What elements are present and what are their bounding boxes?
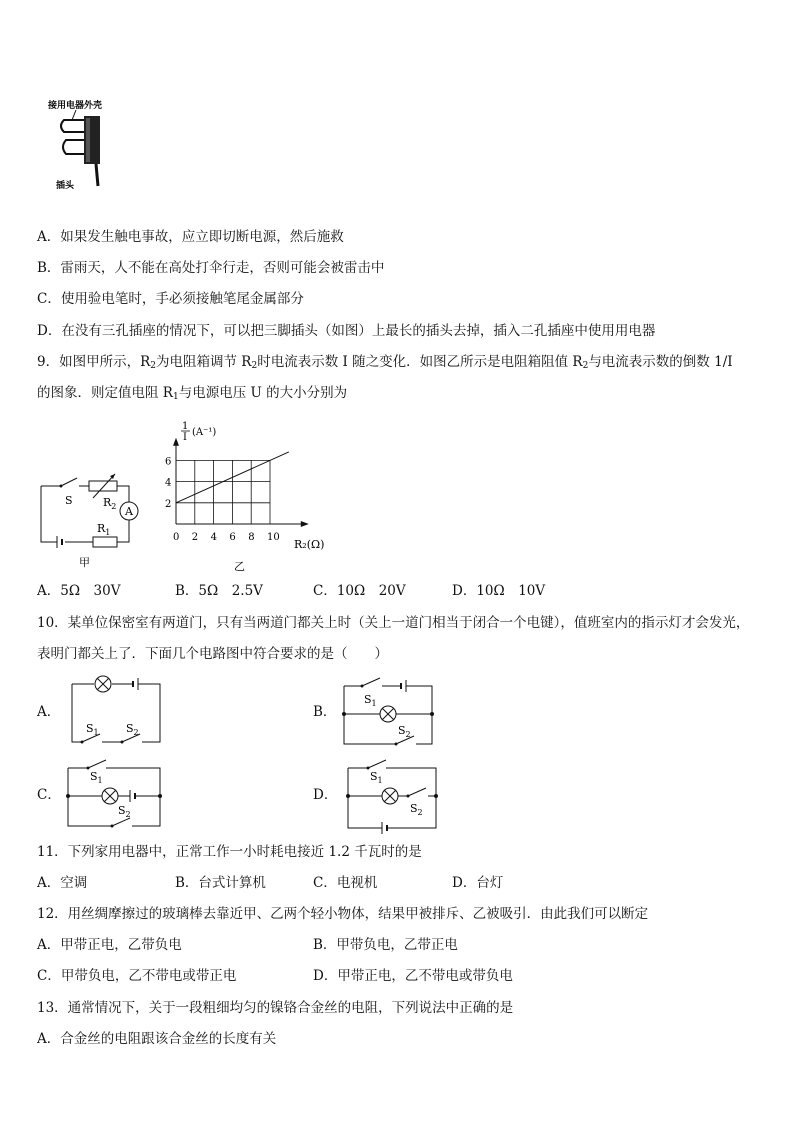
svg-text:S2: $S_2$ [118, 804, 131, 819]
x-tick-label: 6 [229, 532, 236, 543]
q9-option-c: C．10Ω 20V [313, 583, 406, 599]
q10-circuit-a [68, 674, 168, 746]
rheostat-label: R [103, 496, 112, 509]
q11-option-a: A．空调 [37, 875, 88, 891]
three-pin-plug-figure [46, 98, 136, 198]
resistor-label: R [97, 522, 106, 535]
x-tick-label: 0 [173, 532, 180, 543]
q9-option-a: A．5Ω 30V [37, 583, 121, 599]
q9-stem-line2: 的图象．则定值电阻 $R_1$与电源电压 U 的大小分别为 [37, 385, 348, 402]
q11-stem: 11．下列家用电器中，正常工作一小时耗电接近 1.2 千瓦时的是 [37, 844, 422, 860]
q10-option-b-label: B． [313, 704, 337, 720]
graph-x-label: R₂(Ω) [294, 538, 325, 551]
q13-option-a: A．合金丝的电阻跟该合金丝的长度有关 [37, 1031, 277, 1047]
y-tick-label: 6 [165, 456, 172, 468]
q12-option-b: B．甲带负电，乙带正电 [313, 937, 458, 953]
svg-text:A: A [125, 505, 133, 518]
q9-stem-line1: 9．如图甲所示，$R_2$为电阻箱调节 $R_2$时电流表示数 I 随之变化．如图乙所示是电阻箱阻值 $R_2$与电流表示数的倒数 1/I [37, 354, 733, 371]
q12-stem: 12．用丝绸摩擦过的玻璃棒去靠近甲、乙两个轻小物体，结果甲被排斥、乙被吸引．由此我们可以断定 [37, 906, 649, 922]
q11-option-d: D．台灯 [452, 875, 504, 891]
svg-text:S2: $S_2$ [410, 802, 423, 817]
q12-option-c: C．甲带负电，乙不带电或带正电 [37, 968, 237, 984]
svg-text:R2: $R_2$ [103, 496, 117, 511]
graph-y-unit: (A⁻¹) [192, 427, 217, 438]
svg-text:S1: $S_1$ [90, 770, 103, 785]
q10-circuit-b [340, 676, 440, 748]
plug-label-bottom: 插头 [56, 181, 75, 191]
q9-option-d: D．10Ω 10V [452, 583, 546, 599]
q8-option-d: D．在没有三孔插座的情况下，可以把三脚插头（如图）上最长的插头去掉，插入二孔插座中使用用电器 [37, 323, 656, 339]
x-axis-arrow [301, 521, 309, 527]
graph-y-label-num: 1 [182, 421, 189, 432]
svg-text:R1: $R_1$ [97, 522, 111, 537]
q10-option-a-label: A． [37, 704, 61, 720]
q12-option-a: A．甲带正电，乙带负电 [37, 937, 182, 953]
svg-text:S1: $S_1$ [364, 693, 377, 708]
q9-option-b: B．5Ω 2.5V [175, 583, 263, 599]
x-tick-label: 4 [210, 532, 217, 543]
q10-stem-line1: 10．某单位保密室有两道门，只有当两道门都关上时（关上一道门相当于闭合一个电键），值班室内的指示灯才会发光， [37, 615, 750, 631]
q8-option-c: C．使用验电笔时，手必须接触笔尾金属部分 [37, 291, 304, 307]
plug-label-top: 接用电器外壳 [48, 101, 103, 111]
q11-option-c: C．电视机 [313, 875, 378, 891]
svg-text:S1: $S_1$ [370, 770, 383, 785]
q10-stem-line2: 表明门都关上了．下面几个电路图中符合要求的是（ ） [37, 646, 388, 662]
svg-text:S2: $S_2$ [398, 724, 411, 739]
y-tick-label: 2 [165, 498, 172, 510]
y-axis-arrow [173, 438, 179, 446]
q10-circuit-c [64, 758, 169, 830]
q12-option-d: D．甲带正电，乙不带电或带负电 [313, 968, 513, 984]
svg-text:S1: $S_1$ [86, 722, 99, 737]
q8-option-a: A．如果发生触电事故，应立即切断电源，然后施救 [37, 229, 344, 245]
q13-stem: 13．通常情况下，关于一段粗细均匀的镍铬合金丝的电阻，下列说法中正确的是 [37, 1000, 514, 1016]
graph-caption: 乙 [234, 560, 245, 573]
graph-y-label-den: I [183, 432, 187, 443]
q10-option-d-label: D． [313, 787, 338, 803]
circuit-caption: 甲 [79, 556, 90, 569]
q11-option-b: B．台式计算机 [175, 875, 266, 891]
q8-option-b: B．雷雨天，人不能在高处打伞行走，否则可能会被雷击中 [37, 260, 385, 276]
x-tick-label: 2 [191, 532, 199, 543]
y-tick-label: 4 [165, 477, 172, 489]
q10-circuit-d [344, 758, 444, 834]
q10-option-c-label: C． [37, 787, 61, 803]
switch-label: S [65, 494, 73, 507]
x-tick-label: 10 [267, 532, 280, 543]
svg-text:S2: $S_2$ [126, 722, 139, 737]
x-tick-label: 8 [248, 532, 255, 543]
q9-circuit-jia [35, 470, 160, 570]
q9-graph-yi [160, 418, 345, 576]
